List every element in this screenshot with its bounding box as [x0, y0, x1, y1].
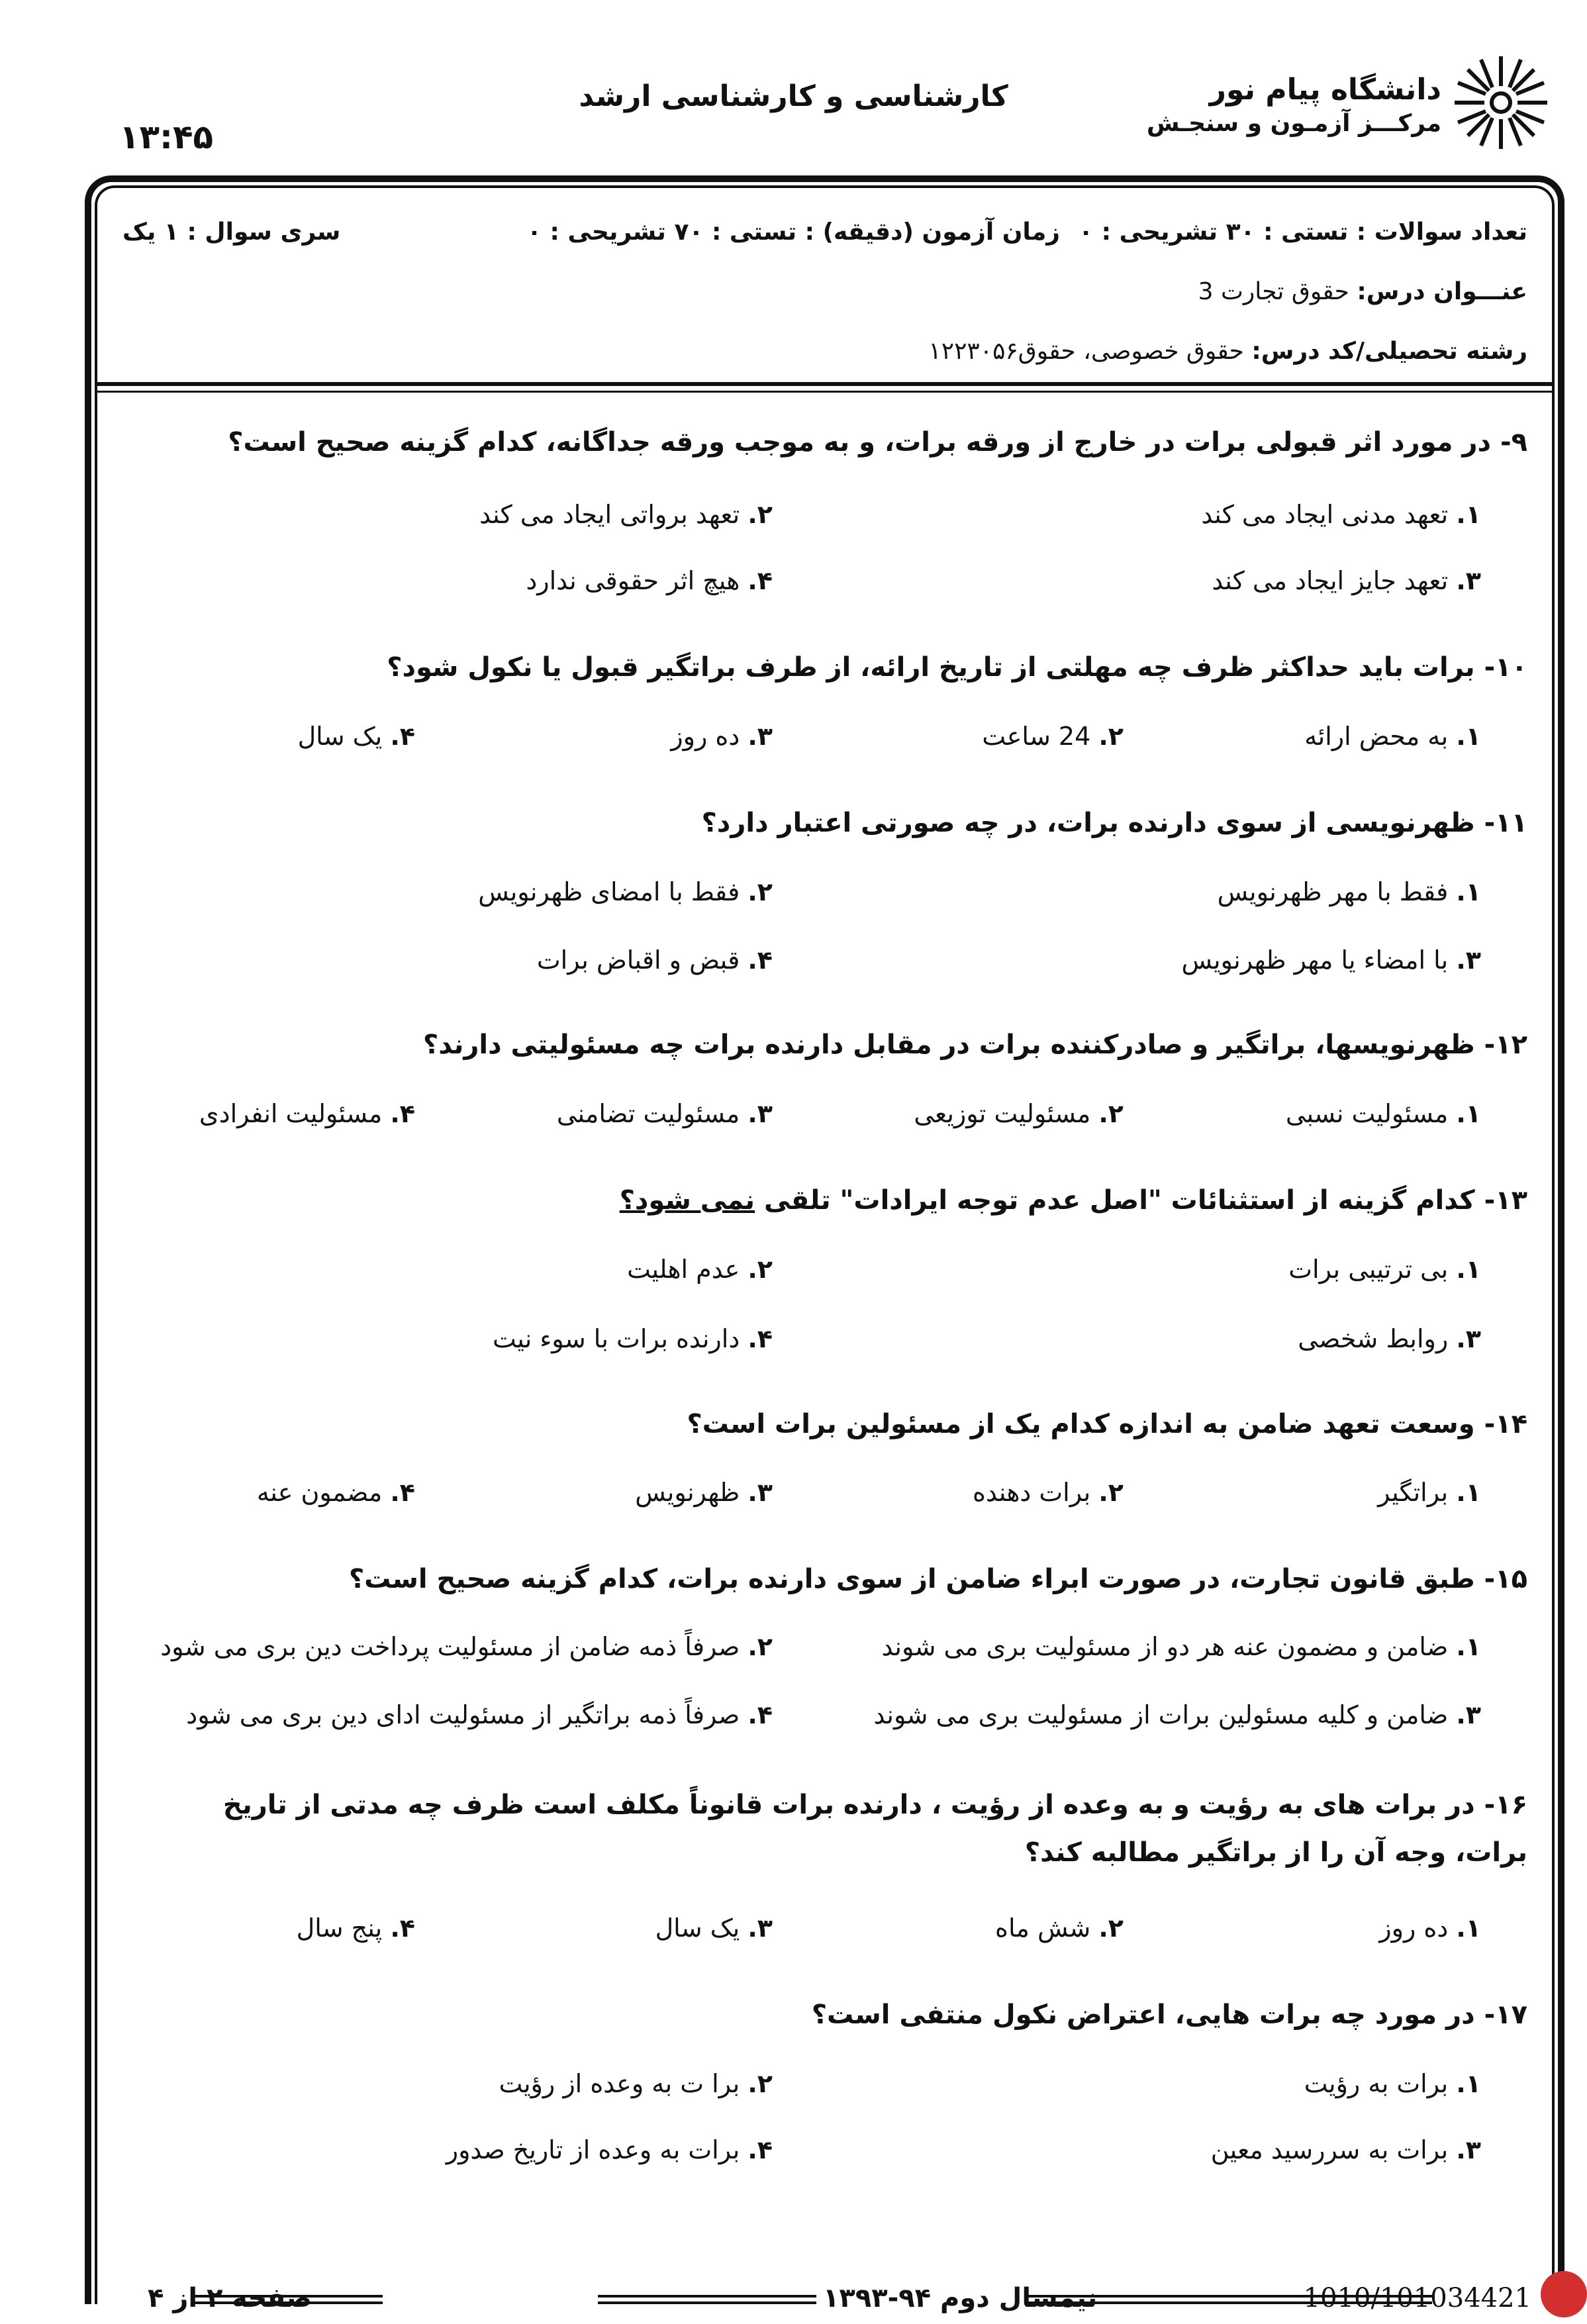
option-4[interactable]: ۴. پنج سال [296, 1913, 415, 1943]
option-1[interactable]: ۱. برات به رؤیت [1304, 2069, 1481, 2098]
option-4[interactable]: ۴. مضمون عنه [256, 1478, 415, 1507]
exam-duration: زمان آزمون (دقیقه) : تستی : ۷۰ تشریحی : ۰ [527, 218, 1060, 246]
option-1[interactable]: ۱. به محض ارائه [1304, 722, 1481, 751]
question-number: ۱۳- [1484, 1185, 1527, 1216]
option-4[interactable]: ۴. دارنده برات با سوء نیت [492, 1324, 773, 1353]
option-2[interactable]: ۲. تعهد برواتی ایجاد می کند [479, 500, 773, 529]
question-17 [812, 2000, 1527, 2030]
university-name: دانشگاه پیام نور [1209, 73, 1441, 107]
option-4[interactable]: ۴. قبض و اقباض برات [536, 945, 773, 975]
option-4[interactable]: ۴. برات به وعده از تاریخ صدور [446, 2135, 773, 2164]
question-number: ۹- [1500, 427, 1527, 458]
option-1[interactable]: ۱. ضامن و مضمون عنه هر دو از مسئولیت بری می شوند [881, 1632, 1481, 1661]
header-divider-thin [95, 391, 1555, 393]
question-14 [687, 1409, 1528, 1439]
question-text-emphasis: نمی شود؟ [619, 1185, 755, 1216]
document-code: 1010/101034421 [1303, 2283, 1531, 2313]
option-4[interactable]: ۴. یک سال [297, 722, 415, 751]
question-text: وسعت تعهد ضامن به اندازه کدام یک از مسئولین برات است؟ [687, 1409, 1475, 1439]
option-4[interactable]: ۴. صرفاً ذمه براتگیر از مسئولیت ادای دین بری می شود [186, 1700, 773, 1729]
question-number: ۱۰- [1484, 652, 1527, 683]
question-text: در برات های به رؤیت و به وعده از رؤیت ، دارنده برات قانوناً مکلف است ظرف چه مدتی از تاریخ برات، وجه آن را از براتگیر مطالبه کند؟ [222, 1790, 1527, 1868]
option-3[interactable]: ۳. ده روز [671, 722, 773, 751]
question-number: ۱۲- [1484, 1030, 1527, 1060]
option-3[interactable]: ۳. ظهرنویس [635, 1478, 773, 1507]
option-3[interactable]: ۳. برات به سررسید معین [1210, 2135, 1481, 2164]
question-13 [620, 1185, 1527, 1216]
question-15 [349, 1564, 1527, 1594]
question-series: سری سوال : ۱ یک [122, 218, 341, 246]
question-text: در مورد اثر قبولی برات در خارج از ورقه برات، و به موجب ورقه جداگانه، کدام گزینه صحیح است؟ [228, 427, 1492, 458]
option-2[interactable]: ۲. برات دهنده [973, 1478, 1124, 1507]
exam-center-name: مرکـــز آزمـون و سنجـش [1146, 110, 1441, 137]
question-16 [150, 1781, 1527, 1876]
option-4[interactable]: ۴. هیچ اثر حقوقی ندارد [526, 566, 773, 595]
field-code-row [928, 338, 1527, 365]
question-text: ظهرنویسی از سوی دارنده برات، در چه صورتی اعتبار دارد؟ [701, 808, 1475, 838]
option-1[interactable]: ۱. بی ترتیبی برات [1288, 1255, 1481, 1284]
option-1[interactable]: ۱. مسئولیت نسبی [1285, 1099, 1481, 1128]
exam-time: ۱۳:۴۵ [119, 118, 214, 156]
option-2[interactable]: ۲. صرفاً ذمه ضامن از مسئولیت پرداخت دین بری می شود [160, 1632, 773, 1661]
option-3[interactable]: ۳. یک سال [655, 1913, 773, 1943]
question-text: طبق قانون تجارت، در صورت ابراء ضامن از سوی دارنده برات، کدام گزینه صحیح است؟ [348, 1564, 1475, 1594]
question-count: تعداد سوالات : تستی : ۳۰ تشریحی : ۰ [1079, 218, 1527, 246]
option-2[interactable]: ۲. عدم اهلیت [627, 1255, 773, 1284]
course-title: حقوق تجارت 3 [1198, 278, 1349, 305]
footer-rule [598, 2295, 816, 2304]
option-4[interactable]: ۴. مسئولیت انفرادی [199, 1099, 415, 1128]
question-text: برات باید حداکثر ظرف چه مهلتی از تاریخ ارائه، از طرف براتگیر قبول یا نکول شود؟ [387, 652, 1475, 683]
option-1[interactable]: ۱. فقط با مهر ظهرنویس [1217, 877, 1481, 906]
option-1[interactable]: ۱. براتگیر [1378, 1478, 1481, 1507]
page-footer [95, 2278, 1564, 2324]
option-2[interactable]: ۲. مسئولیت توزیعی [914, 1099, 1124, 1128]
question-9 [228, 427, 1527, 458]
question-number: ۱۶- [1484, 1790, 1527, 1820]
question-text: کدام گزینه از استثنائات "اصل عدم توجه ایرادات" تلقی [764, 1185, 1475, 1216]
header-divider [95, 382, 1555, 386]
question-number: ۱۵- [1484, 1564, 1527, 1594]
question-number: ۱۴- [1484, 1409, 1527, 1439]
option-1[interactable]: ۱. تعهد مدنی ایجاد می کند [1201, 500, 1481, 529]
question-number: ۱۷- [1484, 2000, 1527, 2030]
option-3[interactable]: ۳. تعهد جایز ایجاد می کند [1212, 566, 1481, 595]
exam-level-title: کارشناسی و کارشناسی ارشد [579, 79, 1008, 113]
watermark-logo-icon [1541, 2271, 1587, 2317]
question-number: ۱۱- [1484, 808, 1527, 838]
question-text: در مورد چه برات هایی، اعتراض نکول منتفی است؟ [811, 2000, 1475, 2030]
option-3[interactable]: ۳. با امضاء یا مهر ظهرنویس [1181, 945, 1481, 975]
option-2[interactable]: ۲. شش ماه [995, 1913, 1124, 1943]
option-3[interactable]: ۳. مسئولیت تضامنی [556, 1099, 773, 1128]
field-code-value: حقوق خصوصی، حقوق۱۲۲۳۰۵۶ [928, 338, 1244, 365]
option-2[interactable]: ۲. فقط با امضای ظهرنویس [478, 877, 773, 906]
page-number: صفحه ۲ از ۴ [148, 2283, 312, 2313]
option-3[interactable]: ۳. ضامن و کلیه مسئولین برات از مسئولیت بری می شوند [873, 1700, 1481, 1729]
footer-rule [191, 2295, 383, 2304]
field-code-label: رشته تحصیلی/کد درس: [1251, 338, 1527, 365]
semester-label: نیمسال دوم ۹۴-۱۳۹۳ [823, 2283, 1098, 2313]
course-title-row [1198, 278, 1527, 305]
option-3[interactable]: ۳. روابط شخصی [1298, 1324, 1481, 1353]
option-2[interactable]: ۲. 24 ساعت [982, 722, 1124, 751]
question-12 [423, 1030, 1527, 1060]
option-2[interactable]: ۲. برا ت به وعده از رؤیت [499, 2069, 773, 2098]
question-11 [702, 808, 1527, 838]
question-text: ظهرنویسها، براتگیر و صادرکننده برات در مقابل دارنده برات چه مسئولیتی دارند؟ [423, 1030, 1475, 1060]
course-title-label: عنـــوان درس: [1357, 278, 1527, 305]
option-1[interactable]: ۱. ده روز [1379, 1913, 1481, 1943]
question-10 [387, 652, 1527, 683]
